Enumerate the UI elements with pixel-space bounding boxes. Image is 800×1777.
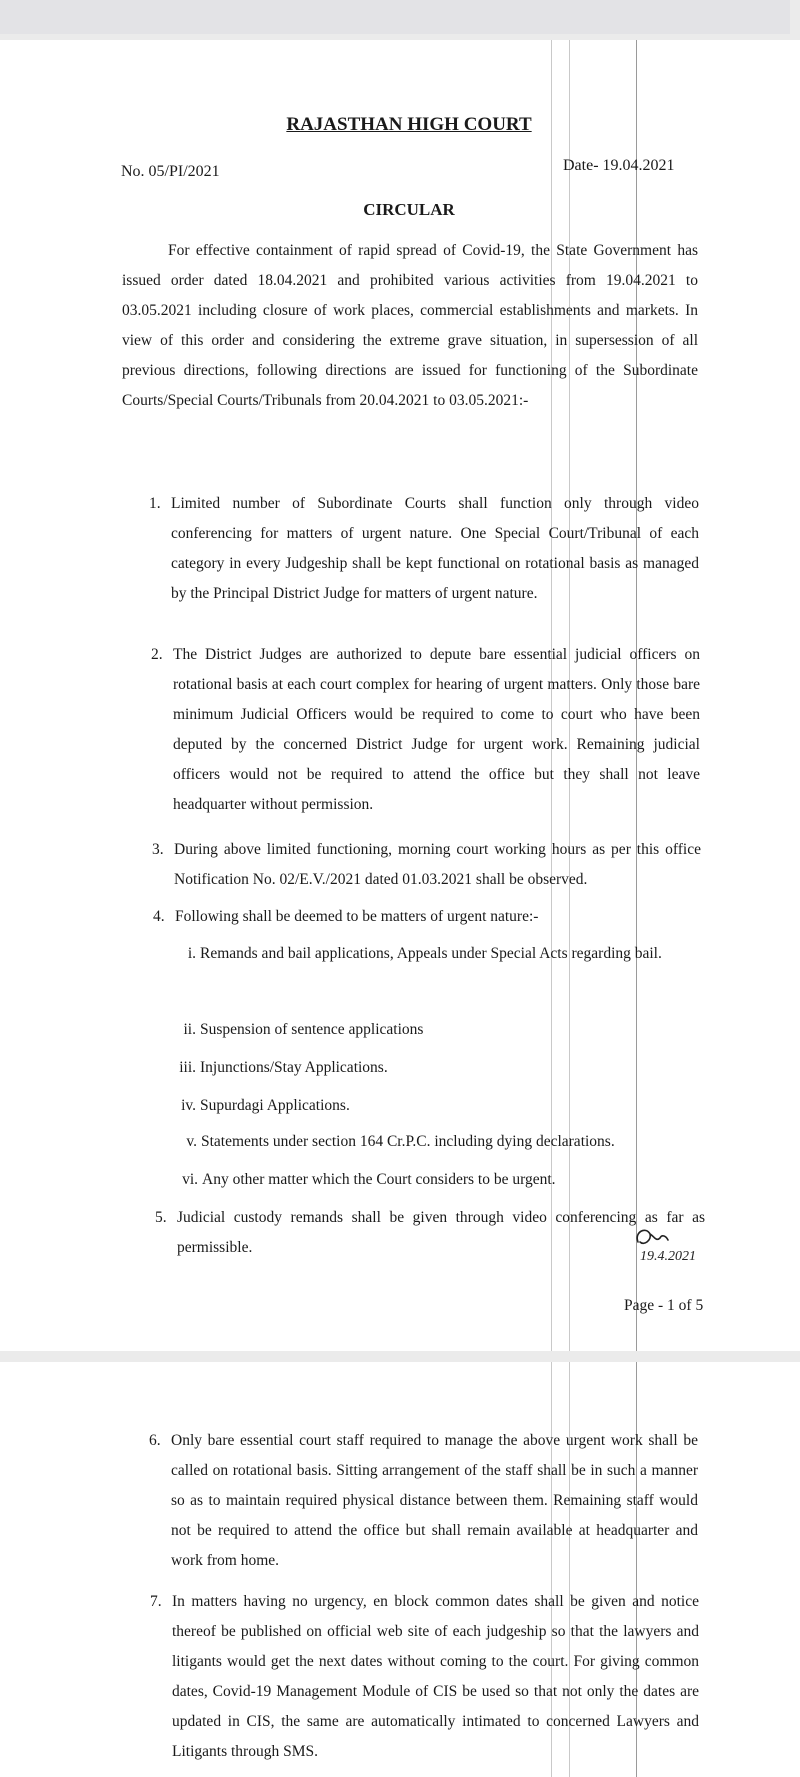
item-number: 3. (152, 841, 164, 858)
item-number: 7. (150, 1593, 162, 1610)
subitem (182, 1165, 705, 1195)
subitem (179, 1053, 703, 1083)
item-number: 4. (153, 908, 165, 925)
circular-heading: CIRCULAR (363, 200, 455, 219)
list-item (155, 1203, 705, 1263)
item-text: Only bare essential court staff required to manage the above urgent work shall be called on rotational basis. Sitting arrangement of the staff shall be in such a manner so as to maintain required physical distance between them. Remaining staff would not be required to attend the office but shall remain available at headquarter and work from home. (171, 1432, 698, 1569)
item-text: Judicial custody remands shall be given through video conferencing as far as permissible. (177, 1209, 705, 1256)
item-number: 6. (149, 1432, 161, 1449)
subitem-number: iv. (181, 1097, 196, 1114)
subitem-number: vi. (182, 1171, 198, 1188)
signature-date: 19.4.2021 (640, 1249, 696, 1264)
subitem-number: ii. (183, 1021, 196, 1038)
circular-date: Date- 19.04.2021 (563, 157, 675, 174)
list-item (149, 489, 699, 609)
intro-paragraph: For effective containment of rapid spread of Covid-19, the State Government has issued order dated 18.04.2021 and prohibited various activities from 19.04.2021 to 03.05.2021 including closure of work places, commercial establishments and markets. In view of this order and considering the extreme grave situation, in supersession of all previous directions, following directions are issued for functioning of the Subordinate Courts/Special Courts/Tribunals from 20.04.2021 to 03.05.2021:- (122, 242, 698, 409)
subitem (181, 1091, 703, 1121)
item-number: 5. (155, 1209, 167, 1226)
circular-number: No. 05/PI/2021 (121, 163, 220, 180)
item-text: The District Judges are authorized to depute bare essential judicial officers on rotational basis at each court complex for hearing of urgent matters. Only those bare minimum Judicial Officers would be required to come to court who have been deputed by the concerned District Judge for urgent work. Remaining judicial officers would not be required to attend the office but they shall not leave headquarter without permission. (173, 646, 700, 813)
subitem-text: Any other matter which the Court considers to be urgent. (202, 1171, 556, 1188)
page-number: Page - 1 of 5 (624, 1297, 704, 1314)
subitem-number: iii. (179, 1059, 196, 1076)
document-page-2 (0, 1362, 800, 1777)
list-item (151, 640, 700, 820)
subitem-text: Suspension of sentence applications (200, 1021, 424, 1038)
handwritten-signature (630, 1222, 712, 1266)
subitem-text: Injunctions/Stay Applications. (200, 1059, 388, 1076)
subitem-text: Supurdagi Applications. (200, 1097, 350, 1114)
subitem (183, 1015, 703, 1045)
subitem-number: i. (187, 945, 196, 962)
top-strip (0, 0, 790, 34)
subitem (187, 939, 703, 969)
court-title: RAJASTHAN HIGH COURT (286, 114, 532, 135)
item-text: Limited number of Subordinate Courts shall function only through video conferencing for matters of urgent nature. One Special Court/Tribunal of each category in every Judgeship shall be kept functional on rotational basis as managed by the Principal District Judge for matters of urgent nature. (171, 495, 699, 602)
list-item (149, 1426, 698, 1576)
list-item (152, 835, 701, 895)
subitem-number: v. (186, 1133, 197, 1150)
list-item (153, 902, 702, 932)
item-text: In matters having no urgency, en block common dates shall be given and notice thereof be published on official web site of each judgeship so that the lawyers and litigants would get the next dates without coming to the court. For giving common dates, Covid-19 Management Module of CIS be used so that not only the dates are updated in CIS, the same are automatically intimated to concerned Lawyers and Litigants through SMS. (172, 1593, 699, 1760)
subitem (186, 1127, 704, 1157)
item-text: During above limited functioning, morning court working hours as per this office Notification No. 02/E.V./2021 dated 01.03.2021 shall be observed. (174, 841, 701, 888)
list-item (150, 1587, 699, 1767)
subitem-text: Remands and bail applications, Appeals under Special Acts regarding bail. (200, 945, 662, 962)
item-number: 1. (149, 495, 161, 512)
document-page-1 (0, 40, 800, 1351)
subitem-text: Statements under section 164 Cr.P.C. including dying declarations. (201, 1133, 615, 1150)
item-text: Following shall be deemed to be matters of urgent nature:- (175, 908, 539, 925)
item-number: 2. (151, 646, 163, 663)
